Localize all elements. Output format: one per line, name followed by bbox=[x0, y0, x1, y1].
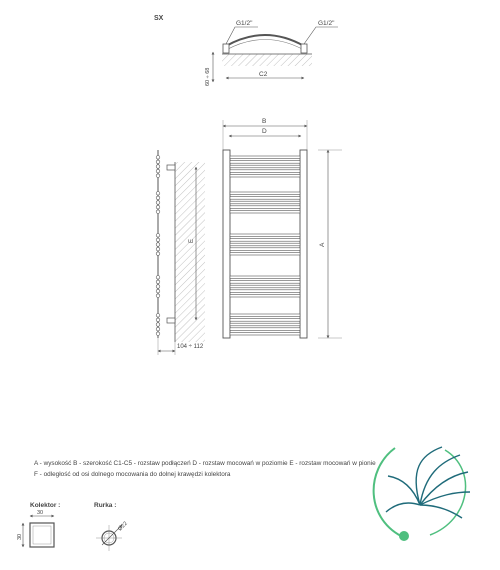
side-rung-24 bbox=[156, 327, 160, 331]
c2-label: C2 bbox=[259, 71, 268, 78]
side-rung-18 bbox=[156, 285, 160, 289]
rung-4 bbox=[230, 170, 300, 173]
collector-profile bbox=[17, 502, 60, 547]
side-rung-14 bbox=[156, 247, 160, 251]
legend-line-2: F - odległość od osi dolnego mocowania do dolnej krawędzi kolektora bbox=[34, 471, 231, 478]
left-connection bbox=[223, 44, 229, 53]
rung-20 bbox=[230, 294, 300, 297]
rung-13 bbox=[230, 243, 300, 246]
legend-line-1: A - wysokość B - szerokość C1-C5 - rozstaw podłączeń D - rozstaw mocowań w poziomie E - rozstaw mocowań w pionie bbox=[34, 460, 376, 467]
side-rung-13 bbox=[156, 243, 160, 247]
rung-17 bbox=[230, 281, 300, 284]
rung-5 bbox=[230, 174, 300, 177]
rung-1 bbox=[230, 156, 300, 159]
right-connection bbox=[301, 44, 307, 53]
side-rung-23 bbox=[156, 323, 160, 327]
tube-title: Rurka : bbox=[94, 502, 117, 509]
collector-title: Kolektor : bbox=[30, 502, 61, 509]
side-wall-hatch bbox=[175, 162, 205, 342]
rung-19 bbox=[230, 290, 300, 293]
collector-width-label: 30 bbox=[37, 510, 44, 516]
rung-21 bbox=[230, 314, 300, 317]
side-rung-25 bbox=[156, 332, 160, 336]
side-rung-21 bbox=[156, 314, 160, 318]
rung-14 bbox=[230, 248, 300, 251]
rung-15 bbox=[230, 252, 300, 255]
side-rung-5 bbox=[156, 174, 160, 178]
rung-11 bbox=[230, 234, 300, 237]
rung-18 bbox=[230, 285, 300, 288]
lower-wall-bracket bbox=[167, 318, 175, 323]
depth-range-label: 60 ÷ 68 bbox=[205, 67, 211, 86]
side-rung-15 bbox=[156, 252, 160, 256]
side-view bbox=[156, 150, 205, 355]
side-rung-3 bbox=[156, 165, 160, 169]
top-view bbox=[205, 20, 338, 86]
left-collector bbox=[223, 150, 230, 338]
side-rung-22 bbox=[156, 318, 160, 322]
side-rung-11 bbox=[156, 234, 160, 238]
side-rung-1 bbox=[156, 156, 160, 160]
side-rung-16 bbox=[156, 276, 160, 280]
side-rung-2 bbox=[156, 160, 160, 164]
side-rung-9 bbox=[156, 205, 160, 209]
a-label: A bbox=[319, 242, 326, 247]
tube-diameter-label: Ø22 bbox=[117, 520, 129, 533]
collector-height-label: 30 bbox=[17, 533, 23, 540]
side-rung-17 bbox=[156, 280, 160, 284]
e-label: E bbox=[189, 238, 195, 243]
right-thread-label: G1/2" bbox=[318, 20, 335, 27]
rung-8 bbox=[230, 201, 300, 204]
right-collector bbox=[300, 150, 307, 338]
side-rung-10 bbox=[156, 210, 160, 214]
model-label: SX bbox=[154, 15, 164, 22]
rung-9 bbox=[230, 206, 300, 209]
side-rung-4 bbox=[156, 169, 160, 173]
left-thread-label: G1/2" bbox=[236, 20, 253, 27]
upper-wall-bracket bbox=[167, 165, 175, 170]
side-rung-19 bbox=[156, 289, 160, 293]
rung-16 bbox=[230, 276, 300, 279]
side-rung-6 bbox=[156, 192, 160, 196]
b-label: B bbox=[262, 118, 267, 125]
d-label: D bbox=[262, 128, 267, 135]
rung-24 bbox=[230, 328, 300, 331]
side-rung-7 bbox=[156, 196, 160, 200]
rung-25 bbox=[230, 332, 300, 335]
rung-22 bbox=[230, 319, 300, 322]
side-rung-20 bbox=[156, 294, 160, 298]
side-rung-12 bbox=[156, 238, 160, 242]
rung-2 bbox=[230, 161, 300, 164]
side-rung-8 bbox=[156, 201, 160, 205]
front-view bbox=[223, 118, 342, 338]
top-wall-hatch bbox=[222, 54, 312, 66]
wall-spacing-label: 104 ÷ 112 bbox=[177, 344, 204, 350]
rung-10 bbox=[230, 210, 300, 213]
rung-3 bbox=[230, 165, 300, 168]
rung-23 bbox=[230, 323, 300, 326]
rung-6 bbox=[230, 192, 300, 195]
rung-12 bbox=[230, 239, 300, 242]
rung-7 bbox=[230, 197, 300, 200]
rungs bbox=[230, 156, 300, 335]
tube-profile bbox=[94, 502, 129, 551]
